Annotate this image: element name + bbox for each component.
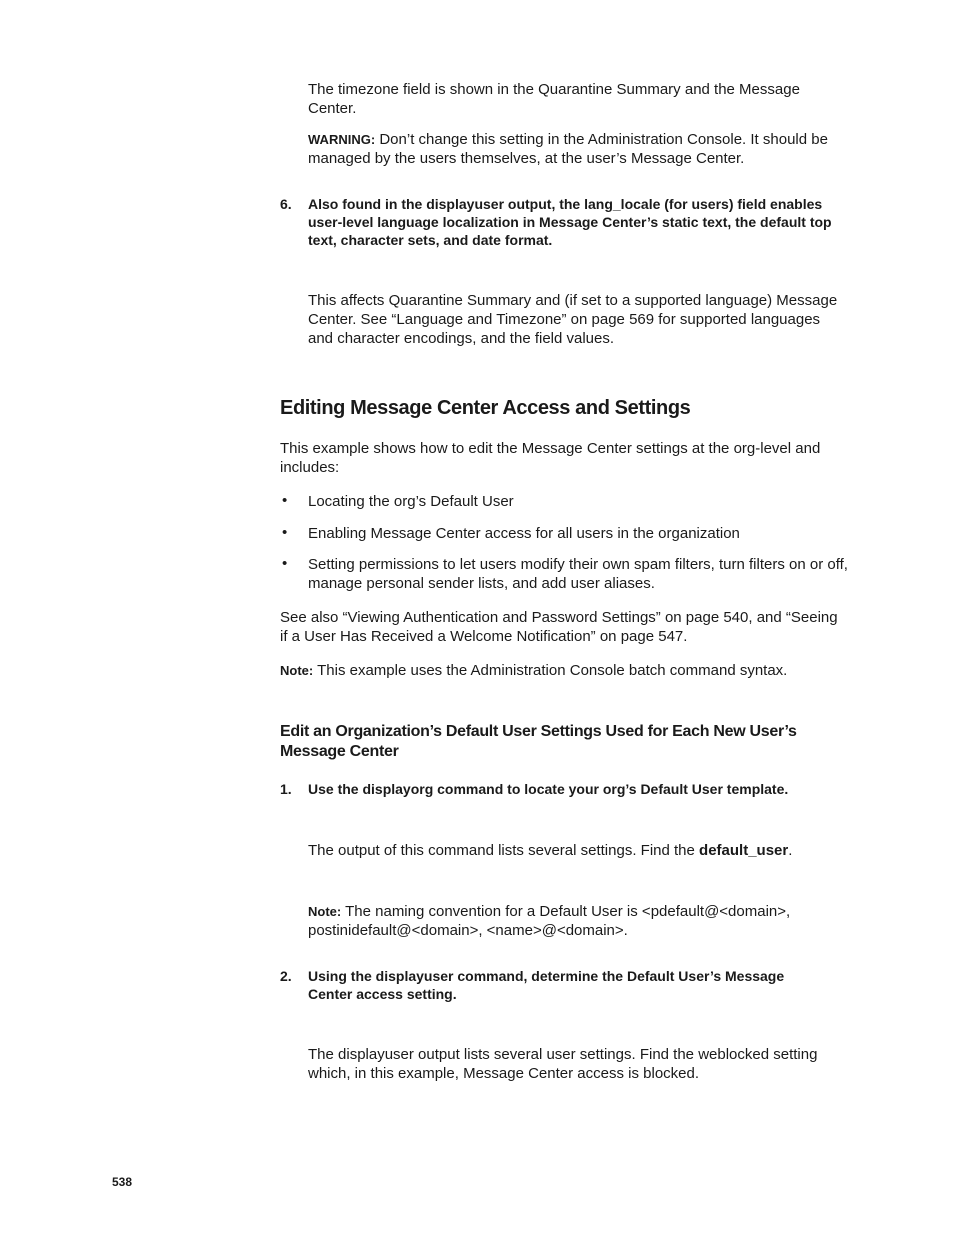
paragraph-timezone: The timezone field is shown in the Quarantine Summary and the Message Center. — [308, 81, 800, 117]
step-number-2: 2. — [280, 968, 292, 984]
output-text-before: The output of this command lists several settings. Find the — [308, 842, 700, 859]
paragraph-example: This example shows how to edit the Message Center settings at the org-level and includes: — [280, 440, 821, 476]
note-label: Note: — [308, 904, 342, 919]
bullet-marker: • — [282, 524, 288, 541]
step-1-text: Use the displayorg command to locate your org’s Default User template. — [308, 781, 789, 797]
bullet-item: Locating the org’s Default User — [308, 493, 514, 510]
note-batch-syntax — [280, 661, 848, 680]
page-number: 538 — [112, 1175, 133, 1189]
output-text-after: . — [788, 842, 793, 859]
paragraph-displayuser: The displayuser output lists several user settings. Find the weblocked setting which, in this example, Message Center access is blocked. — [308, 1046, 818, 1082]
bullet-item: Setting permissions to let users modify their own spam filters, turn filters on or off, manage personal sender lists, and add user aliases. — [308, 556, 848, 592]
step-number-1: 1. — [280, 781, 292, 797]
bullet-item: Enabling Message Center access for all users in the organization — [308, 525, 740, 542]
warning-note — [308, 130, 848, 168]
section-heading-editing: Editing Message Center Access and Settings — [280, 397, 691, 419]
warning-label: WARNING: — [308, 132, 376, 147]
note-label: Note: — [280, 663, 314, 678]
bullet-marker: • — [282, 555, 288, 572]
note-naming-convention — [308, 902, 848, 940]
step-6-text: Also found in the displayuser output, the lang_locale (for users) field enables user-level language localization in Message Center’s static text, the default top text, character sets, and date format. — [308, 196, 832, 248]
warning-text: Don’t change this setting in the Administration Console. It should be managed by the users themselves, at the user’s Message Center. — [308, 131, 828, 167]
note-text: This example uses the Administration Console batch command syntax. — [313, 662, 788, 679]
bullet-marker: • — [282, 492, 288, 509]
paragraph-see-also: See also “Viewing Authentication and Password Settings” on page 540, and “Seeing if a User Has Received a Welcome Notification” on page 547. — [280, 609, 838, 645]
paragraph-output — [308, 841, 848, 860]
subsection-heading-default-user: Edit an Organization’s Default User Settings Used for Each New User’s Message Center — [280, 723, 797, 760]
step-number-6: 6. — [280, 196, 292, 212]
default-user-term: default_user — [699, 842, 789, 859]
note-text: The naming convention for a Default User is <pdefault@<domain>, postinidefault@<domain>, <name>@<domain>. — [308, 903, 791, 939]
paragraph-affects: This affects Quarantine Summary and (if set to a supported language) Message Center. See “Language and Timezone” on page 569 for supported languages and character encodings, and the field values. — [308, 292, 838, 347]
step-2-text: Using the displayuser command, determine the Default User’s Message Center access setting. — [308, 968, 785, 1002]
